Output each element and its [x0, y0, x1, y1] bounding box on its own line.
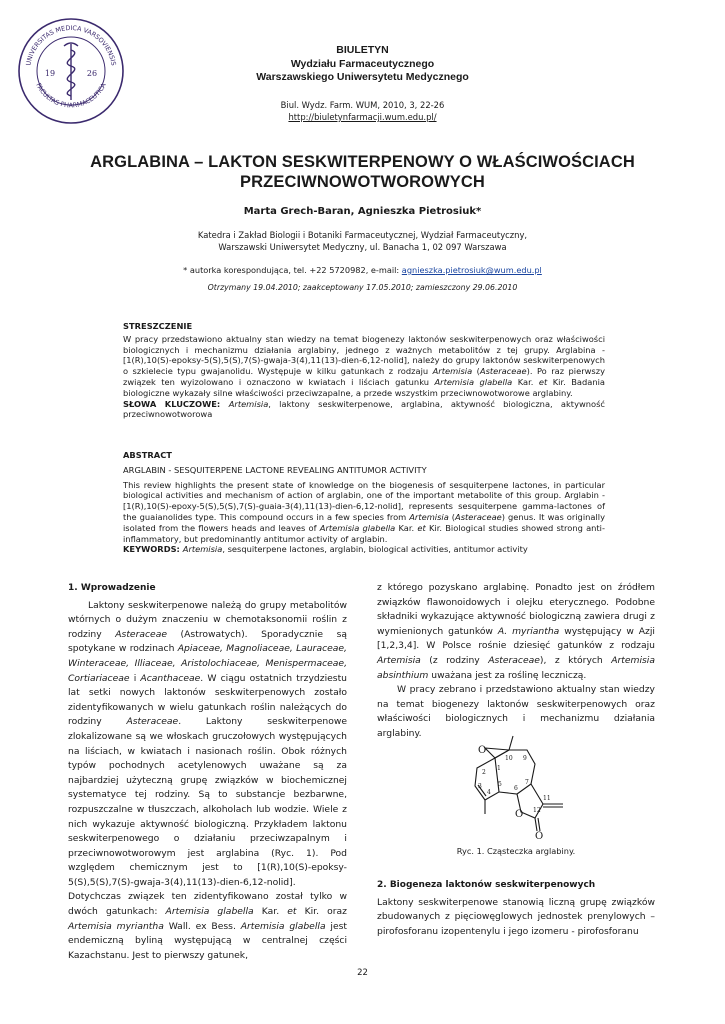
stresz-text-3: ). Po raz pierwszy związek ten wyizolowano i oznaczono w kwiatach i liściach gatunku [123, 366, 606, 387]
stresz-kw-label: SŁOWA KLUCZOWE: [123, 398, 229, 409]
abs-italic-3: Artemisia glabella [319, 522, 396, 533]
lc-italic-5: Artemisia glabella [165, 906, 254, 918]
lc-italic-6: et [287, 906, 297, 918]
rc-italic-3: Asteraceae [488, 654, 540, 666]
left-paragraph-1 [68, 599, 347, 964]
atom-o-epoxide: O [478, 745, 487, 756]
atom-number-11: 11 [543, 795, 551, 802]
lc-italic-3: Acanthaceae [140, 672, 201, 684]
lc-italic-8: Artemisia glabella [240, 920, 326, 932]
abs-text-2: ( [448, 511, 456, 522]
stresz-italic-2: Asteraceae [479, 366, 527, 377]
lc-text-b: (Astrowatych). Sporadycznie są spotykane w rodzinach [68, 628, 347, 655]
abs-kw-italic: Artemisia [182, 544, 223, 555]
page-number: 22 [357, 968, 368, 978]
abs-text-3: ) genus. It was originally isolated from the flowers heads and leaves of [123, 511, 605, 533]
abs-kw-text: , sesquiterpene lactones, arglabin, biological activities, antitumor activity [222, 544, 528, 555]
figure-caption: Ryc. 1. Cząsteczka arglabiny. [456, 846, 576, 856]
lc-text-d: . W ciągu ostatnich trzydziestu lat setki nowych laktonów seskwiterpenowych zostało zidentyfikowanych w wielu gatunkach roślin należących do rodziny [68, 672, 347, 728]
section-2-heading: 2. Biogeneza laktonów seskwiterpenowych [377, 880, 596, 890]
seal-year-left: 19 [44, 69, 56, 78]
journal-url-link[interactable]: http://biuletynfarmacji.wum.edu.pl/ [288, 112, 437, 122]
citation-text: Biul. Wydz. Farm. WUM, 2010, 3, 22-26 [280, 100, 445, 110]
streszczenie-heading: STRESZCZENIE [123, 321, 193, 331]
atom-number-4: 4 [487, 789, 491, 796]
atom-number-9: 9 [523, 755, 527, 762]
title-line-1: ARGLABINA – LAKTON SESKWITERPENOWY O WŁAŚCIWOŚCIACH [90, 153, 635, 171]
stresz-text-5: Kir. Badania biologiczne wykazały silne właściwości przeciwzapalne, a przede wszystkim przeciwnowotworowe arglabiny. [123, 376, 605, 398]
lc-italic-1: Asteraceae [115, 628, 167, 640]
atom-number-3: 3 [478, 783, 482, 790]
abstract-heading: ABSTRACT [123, 450, 172, 460]
abs-text-1: This review highlights the present state of knowledge on the biogenesis of sesquiterpene lactones, in particular biological activities and mechanism of action of arglabin, one of the important metabolite of this group. Arglabin - [1(R),10(S)-epoxy-5(S),5(S),7(S)-guaia-3(4),11(13)-dien-6,12-nolid], represents sesquiterpene gamma-lactones of the guaianolides type. This compound occurs in a few species from [123, 479, 605, 522]
affiliation [100, 229, 625, 253]
stresz-italic-3: Artemisia glabella [434, 376, 513, 387]
lc-text-c: i [129, 672, 141, 684]
lc-text-g: Kir. oraz [296, 906, 347, 918]
lc-text-f: Kar. [253, 906, 288, 918]
rc-text-d: ), z których [539, 654, 612, 666]
atom-number-6: 6 [514, 785, 518, 792]
streszczenie-keywords [123, 399, 605, 421]
stresz-text-1: W pracy przedstawiono aktualny stan wiedzy na temat biogenezy laktonów seskwiterpenowych oraz właściwości biologicznych i mechanizmu działania arglabiny, jednego z ważnych metabolitów z tej grupy. Arglabina - [1(R),10(S)-epoksy-5(S),5(S),7(S)-gwaja-3(4),11(13)-dien-6,12-nolid], należy do grupy laktonów seskwiterpenowych o szkielecie typu gwajanolidu. Występuje w kilku gatunkach z rodzaju [123, 333, 605, 377]
arglabin-structure-figure [455, 728, 585, 840]
rc-text-b: występujący w Azji [1,2,3,4]. W Polsce rośnie dziesięć gatunków z rodzaju [377, 625, 655, 652]
citation-block [170, 99, 555, 123]
journal-line-1: BIULETYN [336, 44, 389, 56]
authors: Marta Grech-Baran, Agnieszka Pietrosiuk* [243, 206, 482, 217]
stresz-kw-text: , laktony seskwiterpenowe, arglabina, aktywność biologiczna, aktywność przeciwnowotworowa [123, 398, 605, 420]
rc-text-c: (z rodziny [420, 654, 489, 666]
title-line-2: PRZECIWNOWOTWOROWYCH [240, 173, 485, 191]
right-paragraph-2: W pracy zebrano i przedstawiono aktualny stan wiedzy na temat biogenezy laktonów seskwiterpenowych oraz właściwości biologicznych i mechanizmu działania arglabiny. [377, 684, 655, 739]
rc-text-e: uważana jest za roślinę leczniczą. [428, 669, 587, 681]
university-seal-logo [16, 16, 126, 126]
affiliation-line-2: Warszawski Uniwersytet Medyczny, ul. Banacha 1, 02 097 Warszawa [218, 242, 507, 252]
corresponding-prefix: * autorka korespondująca, tel. +22 5720982, e-mail: [183, 265, 402, 275]
journal-name [170, 44, 555, 85]
lc-text-j: jest endemiczną byliną występującą w centralnej części Kazachstanu. Jest to pierwszy gatunek, [68, 920, 348, 961]
right-column-bottom [377, 878, 655, 939]
rc-italic-4: Artemisia absinthium [377, 654, 655, 681]
stresz-text-4: Kar. [512, 376, 539, 387]
stresz-italic-4: et [538, 376, 548, 387]
abs-italic-1: Artemisia [409, 511, 449, 522]
corresponding-email-link[interactable]: agnieszka.pietrosiuk@wum.edu.pl [401, 265, 542, 275]
section-1-heading: 1. Wprowadzenie [68, 583, 156, 593]
lc-text-e: . Laktony seskwiterpenowe zlokalizowane są we włoskach gruczołowych występujących na liściach, w kwiatach i nasionach roślin. Obok różnych typów pochodnych acetylenowych uważane są za najbardziej użyteczną grupę związków w biochemicznej systematyce tej rodziny. Są to substancje bezbarwne, rozpuszczalne w tłuszczach, alkoholach lub wodzie. Wiele z nich wykazuje aktywność biologiczną. Przykładem laktonu seskwiterpenowego o działaniu przeciwzapalnym i przeciwnowotworowym jest arglabina (Ryc. 1). Pod względem chemicznym jest to [1(R),10(S)-epoksy-5(S),5(S),7(S)-gwaja-3(4),11(13)-dien-6,12-nolid]. Dotychczas związek ten zidentyfikowano został tylko w dwóch gatunkach: [68, 716, 347, 918]
stresz-italic-1: Artemisia [432, 366, 473, 377]
streszczenie-section [123, 321, 605, 420]
abs-text-5: Kir. Biological studies showed strong anti-inflammatory, but predominantly antitumor activity of arglabin. [123, 522, 605, 544]
abstract-keywords [123, 544, 605, 555]
atom-number-10: 10 [505, 755, 513, 762]
right-column-top [377, 581, 655, 742]
rc-italic-2: Artemisia [377, 654, 421, 666]
right-paragraph-3: Laktony seskwiterpenowe stanowią liczną grupę związków zbudowanych z pięciowęglowych jednostek prenylowych – pirofosforanu izopentenylu i jego izomeru - pirofosforanu [377, 896, 655, 937]
atom-number-1: 1 [497, 765, 501, 772]
atom-number-5: 5 [498, 781, 502, 788]
caduceus-icon [64, 43, 78, 100]
atom-number-2: 2 [482, 769, 486, 776]
streszczenie-body [123, 334, 605, 399]
journal-line-3: Warszawskiego Uniwersytetu Medycznego [256, 71, 469, 83]
atom-number-7: 7 [525, 779, 529, 786]
abs-italic-4: et [417, 522, 426, 533]
abstract-subtitle: ARGLABIN - SESQUITERPENE LACTONE REVEALING ANTITUMOR ACTIVITY [123, 464, 427, 475]
abstract-body [123, 480, 605, 545]
stresz-text-2: ( [472, 366, 480, 377]
seal-top-text: UNIVERSITAS MEDICA VARSOVIENSIS [24, 23, 118, 67]
affiliation-line-1: Katedra i Zakład Biologii i Botaniki Farmaceutycznej, Wydział Farmaceutyczny, [197, 230, 528, 240]
lc-italic-2: Apiaceae, Magnoliaceae, Lauraceae, Winteraceae, Illiaceae, Aristolochiaceae, Menispermaceae, Cortiariaceae [68, 643, 347, 684]
lc-text-h: Wall. ex Bess. [163, 920, 241, 932]
lc-text-a: Laktony seskwiterpenowe należą do grupy metabolitów wtórnych o dużym znaczeniu w chemotaksonomii roślin z rodziny [68, 599, 347, 640]
atom-number-12: 12 [533, 807, 541, 814]
lc-italic-7: Artemisia myriantha [68, 920, 164, 932]
rc-italic-1: A. myriantha [497, 625, 560, 637]
abs-kw-label: KEYWORDS: [123, 544, 183, 555]
right-paragraph-1 [377, 581, 655, 683]
abs-italic-2: Asteraceae [455, 511, 502, 522]
abs-text-4: Kar. [395, 522, 418, 533]
atom-o-carbonyl: O [535, 831, 544, 840]
seal-year-right: 26 [86, 69, 98, 78]
abstract-section [123, 450, 605, 555]
left-column [68, 581, 347, 963]
article-title [60, 152, 665, 192]
journal-line-2: Wydziału Farmaceutycznego [290, 57, 435, 70]
corresponding-author [80, 265, 645, 275]
article-dates: Otrzymany 19.04.2010; zaakceptowany 17.05.2010; zamieszczony 29.06.2010 [207, 283, 518, 292]
lc-italic-4: Asteraceae [126, 716, 179, 728]
seal-bottom-text: FACULTAS PHARMACEUTICA [34, 81, 108, 110]
stresz-kw-italic: Artemisia [228, 398, 269, 409]
rc-text-a: z którego pozyskano arglabinę. Ponadto jest on źródłem związków flawonoidowych i olejku eterycznego. Podobne składniki wykazujące aktywność biologiczną zawiera drugi z wymienionych gatunków [377, 582, 655, 637]
atom-o-ring: O [515, 809, 524, 820]
